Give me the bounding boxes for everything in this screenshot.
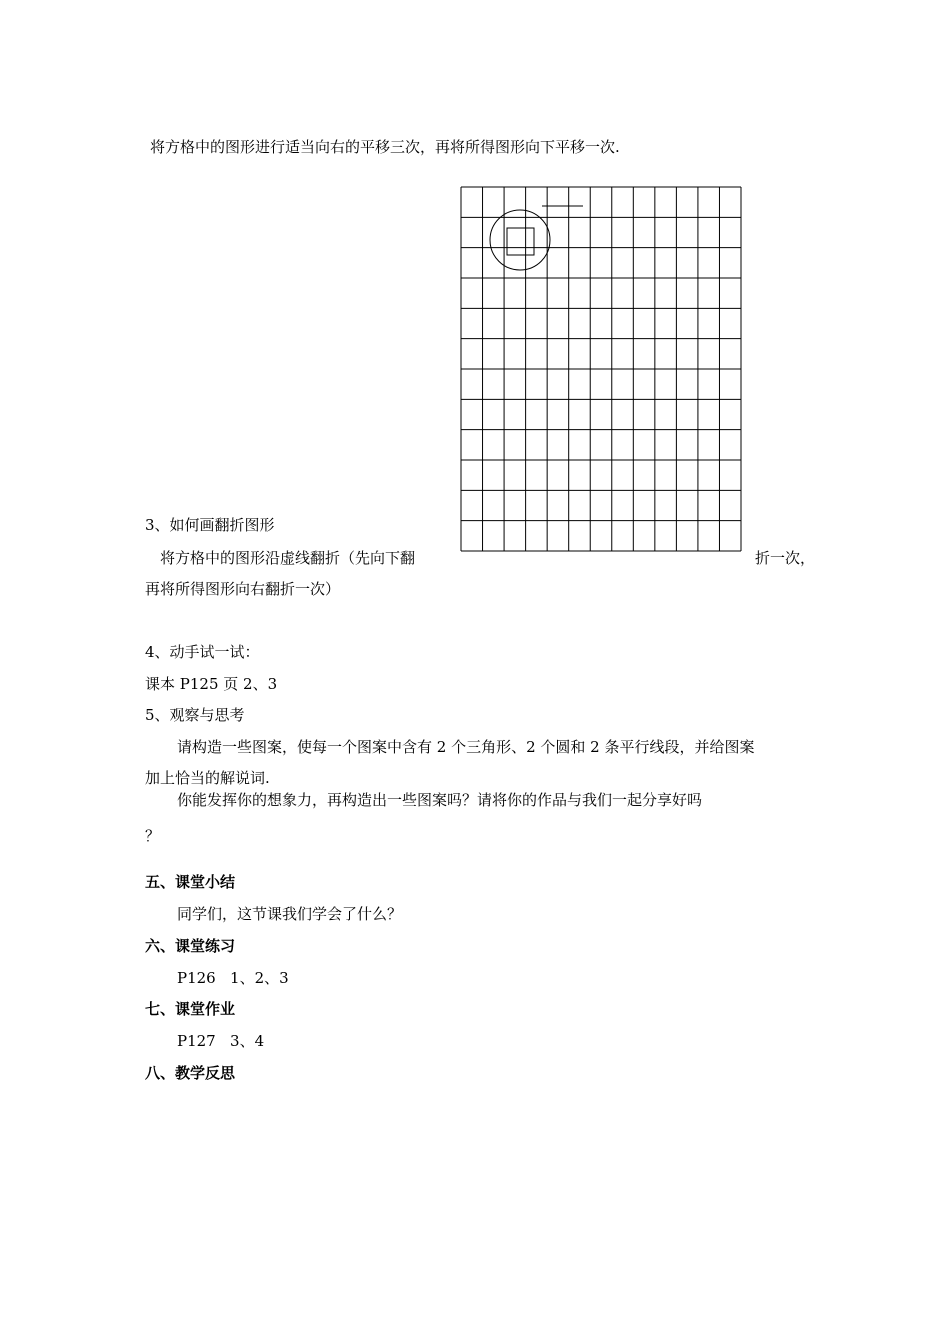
section5-para1-line2: 加上恰当的解说词.: [145, 769, 270, 787]
practice-text: P126 1、2、3: [177, 969, 289, 987]
section5-heading: 5、观察与思考: [145, 706, 245, 724]
section3-text-right: 折一次，: [755, 549, 816, 567]
summary-text: 同学们，这节课我们学会了什么？: [177, 905, 403, 923]
section3-text-left: 将方格中的图形沿虚线翻折（先向下翻: [160, 549, 416, 567]
intro-instruction: 将方格中的图形进行适当向右的平移三次，再将所得图形向下平移一次.: [150, 138, 620, 156]
homework-heading: 七、课堂作业: [145, 1000, 236, 1018]
section3-heading: 3、如何画翻折图形: [145, 516, 275, 534]
circle-shape: [490, 210, 550, 270]
homework-text: P127 3、4: [177, 1032, 265, 1050]
section5-para2-line1: 你能发挥你的想象力，再构造出一些图案吗？请将你的作品与我们一起分享好吗: [177, 791, 703, 809]
section5-para1-line1: 请构造一些图案，使每一个图案中含有 2 个三角形、2 个圆和 2 条平行线段，并给图案: [177, 738, 755, 756]
summary-heading: 五、课堂小结: [145, 873, 236, 891]
grid-lines: [461, 187, 741, 551]
practice-heading: 六、课堂练习: [145, 937, 236, 955]
section3-text-line2: 再将所得图形向右翻折一次）: [145, 580, 341, 598]
section5-para2-line2: ？: [145, 827, 161, 845]
grid-figure: [460, 186, 742, 552]
section4-heading: 4、动手试一试：: [145, 643, 260, 661]
section4-ref: 课本 P125 页 2、3: [145, 675, 278, 693]
reflection-heading: 八、教学反思: [145, 1064, 236, 1082]
square-shape: [507, 228, 534, 255]
